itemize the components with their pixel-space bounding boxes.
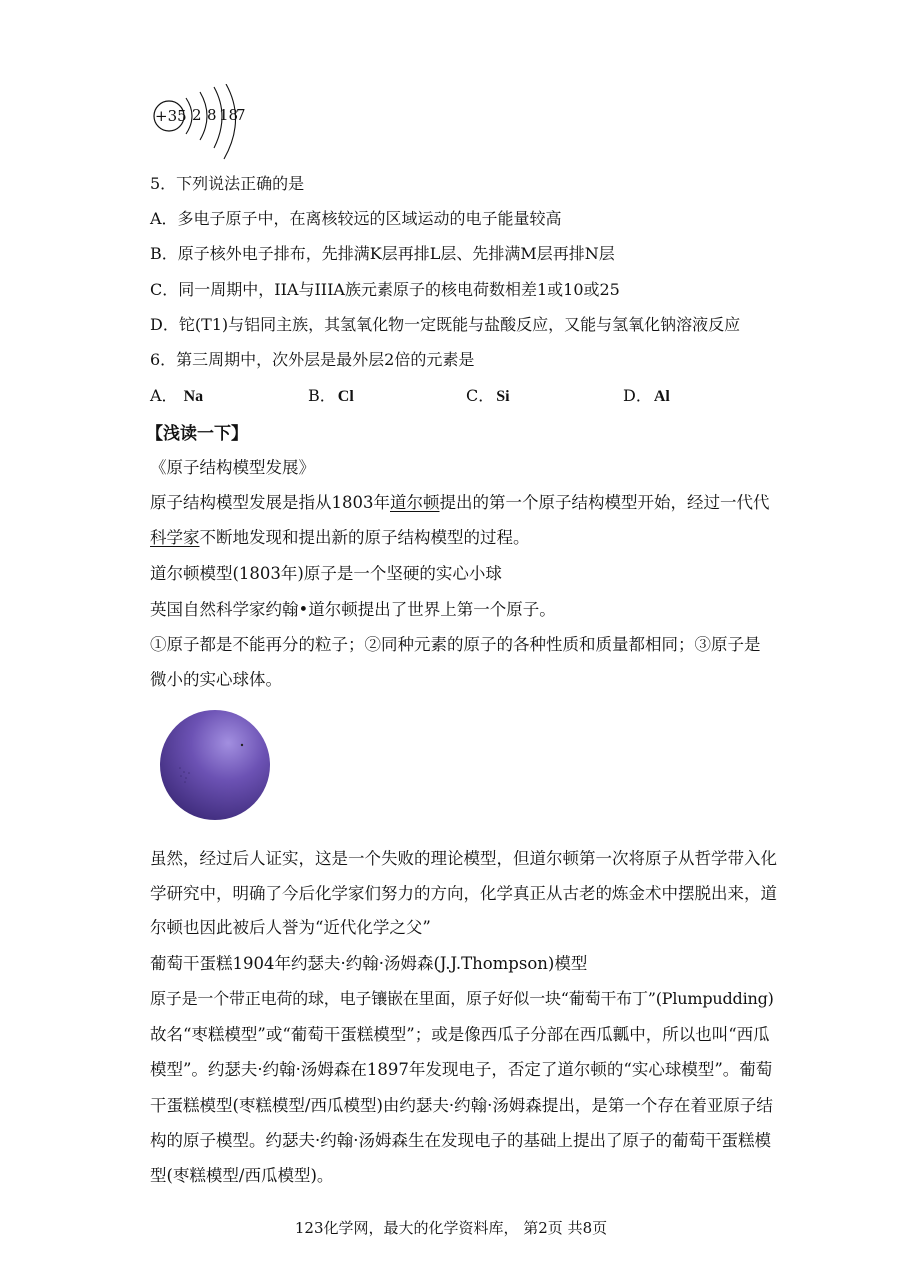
question-5-stem: 5．下列说法正确的是 — [150, 174, 305, 193]
page-footer: 123化学网，最大的化学资料库， 第2页 共8页 — [294, 1219, 608, 1237]
dalton-points-2: 微小的实心球体。 — [150, 670, 282, 689]
dalton-line: 英国自然科学家约翰•道尔顿提出了世界上第一个原子。 — [150, 600, 556, 619]
choice-letter: D． — [623, 386, 652, 405]
comment-line-2: 学研究中，明确了今后化学家们努力的方向，化学真正从古老的炼金术中摆脱出来，道 — [150, 884, 777, 903]
thomson-line-4: 干蛋糕模型(枣糕模型/西瓜模型)由约瑟夫·约翰·汤姆森提出，是第一个存在着亚原子结 — [150, 1096, 773, 1115]
question-6-choice-b — [308, 383, 354, 406]
shell-3-electrons: 18 — [219, 106, 239, 124]
question-5-option-a: A．多电子原子中，在离核较远的区域运动的电子能量较高 — [150, 209, 562, 228]
scientist-link[interactable]: 科学家 — [150, 528, 200, 547]
choice-value: Na — [183, 388, 204, 405]
reading-book-title: 《原子结构模型发展》 — [150, 458, 315, 477]
choice-letter: A． — [150, 386, 178, 405]
question-5-option-b: B．原子核外电子排布，先排满K层再排L层、先排满M层再排N层 — [150, 244, 615, 263]
choice-value: Al — [653, 388, 670, 405]
intro-text: 原子结构模型发展是指从1803年 — [150, 493, 390, 512]
thomson-line-3: 模型”。约瑟夫·约翰·汤姆森在1897年发现电子，否定了道尔顿的“实心球模型”。葡萄 — [150, 1060, 773, 1079]
shell-4-electrons: 7 — [236, 106, 246, 124]
dalton-link[interactable]: 道尔顿 — [390, 493, 440, 512]
choice-letter: C． — [466, 386, 495, 405]
intro-line-1 — [150, 489, 770, 513]
question-6-choice-a — [150, 383, 203, 406]
question-5-option-c: C．同一周期中，IIA与IIIA族元素原子的核电荷数相差1或10或25 — [150, 280, 620, 299]
dalton-heading: 道尔顿模型(1803年)原子是一个坚硬的实心小球 — [150, 564, 502, 583]
question-6-choice-c — [466, 383, 510, 406]
thomson-line-1: 原子是一个带正电荷的球，电子镶嵌在里面，原子好似一块“葡萄干布丁”(Plumpudding) — [150, 989, 774, 1008]
thomson-line-2: 故名“枣糕模型”或“葡萄干蛋糕模型”；或是像西瓜子分部在西瓜瓤中，所以也叫“西瓜 — [150, 1025, 770, 1044]
thomson-line-5: 构的原子模型。约瑟夫·约翰·汤姆森生在发现电子的基础上提出了原子的葡萄干蛋糕模 — [150, 1131, 771, 1150]
comment-line-1: 虽然，经过后人证实，这是一个失败的理论模型，但道尔顿第一次将原子从哲学带入化 — [150, 849, 777, 868]
question-6-choice-d — [623, 383, 670, 406]
comment-line-3: 尔顿也因此被后人誉为“近代化学之父” — [150, 918, 431, 937]
reading-heading: 【浅读一下】 — [146, 424, 248, 444]
choice-value: Si — [496, 388, 510, 405]
intro-text: 提出的第一个原子结构模型开始，经过一代代 — [439, 493, 770, 512]
dalton-points-1: ①原子都是不能再分的粒子；②同种元素的原子的各种性质和质量都相同；③原子是 — [150, 635, 761, 654]
intro-text: 不断地发现和提出新的原子结构模型的过程。 — [199, 528, 530, 547]
choice-letter: B． — [308, 386, 336, 405]
intro-line-2 — [150, 524, 530, 548]
shell-2-electrons: 8 — [207, 106, 217, 124]
thomson-line-6: 型(枣糕模型/西瓜模型)。 — [150, 1166, 334, 1185]
nucleus-charge: +35 — [155, 107, 187, 125]
solid-sphere-model-image — [156, 706, 274, 824]
question-6-stem: 6．第三周期中，次外层是最外层2倍的元素是 — [150, 350, 475, 369]
question-5-option-d: D．铊(T1)与铝同主族，其氢氧化物一定既能与盐酸反应，又能与氢氧化钠溶液反应 — [150, 315, 741, 334]
thomson-heading: 葡萄干蛋糕1904年约瑟夫·约翰·汤姆森(J.J.Thompson)模型 — [150, 954, 588, 973]
choice-value: Cl — [337, 388, 354, 405]
shell-1-electrons: 2 — [192, 106, 202, 124]
